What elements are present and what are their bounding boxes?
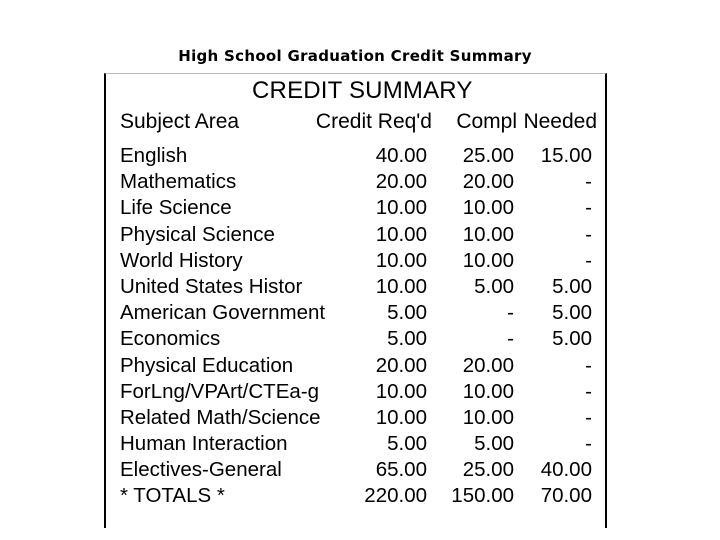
completed-cell: 10.00 (462, 405, 514, 429)
required-cell: 20.00 (375, 170, 427, 194)
completed-cell: 10.00 (462, 196, 514, 220)
subject-cell: World History (120, 248, 243, 272)
needed-cell: - (585, 379, 592, 403)
needed-cell: 15.00 (540, 144, 592, 167)
required-cell: 10.00 (375, 379, 427, 403)
required-cell: 5.00 (387, 432, 427, 456)
needed-cell: 40.00 (540, 458, 592, 482)
table-row (106, 405, 605, 431)
required-cell: 40.00 (375, 144, 427, 167)
subject-cell: United States Histor (120, 274, 303, 298)
completed-cell: - (507, 301, 514, 325)
subject-cell: Life Science (120, 196, 232, 220)
completed-cell: 10.00 (462, 222, 514, 246)
table-row (106, 379, 605, 405)
subject-cell: Electives-General (120, 458, 282, 482)
table-row (106, 222, 605, 248)
required-cell: 10.00 (375, 248, 427, 272)
total-needed: 70.00 (540, 484, 592, 508)
completed-cell: 20.00 (462, 170, 514, 194)
subject-cell: English (120, 144, 188, 167)
subject-cell: Related Math/Science (120, 405, 321, 429)
table-row (106, 457, 605, 483)
needed-cell: 5.00 (552, 274, 592, 298)
completed-cell: 25.00 (462, 458, 514, 482)
needed-cell: - (585, 196, 592, 220)
subject-cell: Physical Science (120, 222, 275, 246)
required-cell: 10.00 (375, 274, 427, 298)
subject-cell: Physical Education (120, 353, 294, 377)
table-row (106, 353, 605, 379)
completed-cell: 20.00 (462, 353, 514, 377)
subject-cell: Economics (120, 327, 221, 351)
needed-cell: - (585, 405, 592, 429)
table-row (106, 248, 605, 274)
needed-cell: - (585, 432, 592, 456)
table-row (106, 195, 605, 221)
subject-cell: American Government (120, 301, 326, 325)
credit-summary-report (104, 73, 607, 528)
table-row (106, 431, 605, 457)
required-cell: 10.00 (375, 405, 427, 429)
table-row (106, 143, 605, 169)
needed-cell: - (585, 222, 592, 246)
completed-cell: 10.00 (462, 379, 514, 403)
page-title: High School Graduation Credit Summary (178, 47, 532, 65)
required-cell: 10.00 (375, 222, 427, 246)
column-header-credit-required: Credit Req'd (315, 110, 432, 133)
credit-rows (106, 143, 605, 510)
subject-cell: ForLng/VPArt/CTEa-g (120, 379, 319, 403)
table-row (106, 274, 605, 300)
subject-cell: Human Interaction (120, 432, 288, 456)
completed-cell: 5.00 (474, 432, 514, 456)
needed-cell: - (585, 248, 592, 272)
needed-cell: 5.00 (552, 327, 592, 351)
totals-row (106, 483, 605, 509)
needed-cell: 5.00 (552, 301, 592, 325)
subject-cell: Mathematics (120, 170, 237, 194)
required-cell: 20.00 (375, 353, 427, 377)
completed-cell: 25.00 (462, 144, 514, 167)
column-header-completed: Compl (456, 110, 517, 133)
total-required: 220.00 (364, 484, 427, 508)
needed-cell: - (585, 353, 592, 377)
needed-cell: - (585, 170, 592, 194)
required-cell: 65.00 (375, 458, 427, 482)
total-completed: 150.00 (451, 484, 514, 508)
required-cell: 10.00 (375, 196, 427, 220)
required-cell: 5.00 (387, 327, 427, 351)
completed-cell: 5.00 (474, 274, 514, 298)
report-heading: CREDIT SUMMARY (252, 77, 473, 104)
table-row (106, 326, 605, 352)
totals-label: * TOTALS * (120, 484, 225, 508)
table-row (106, 169, 605, 195)
required-cell: 5.00 (387, 301, 427, 325)
completed-cell: - (507, 327, 514, 351)
column-header-subject: Subject Area (120, 110, 240, 133)
completed-cell: 10.00 (462, 248, 514, 272)
column-header-needed: Needed (523, 110, 597, 133)
table-row (106, 300, 605, 326)
